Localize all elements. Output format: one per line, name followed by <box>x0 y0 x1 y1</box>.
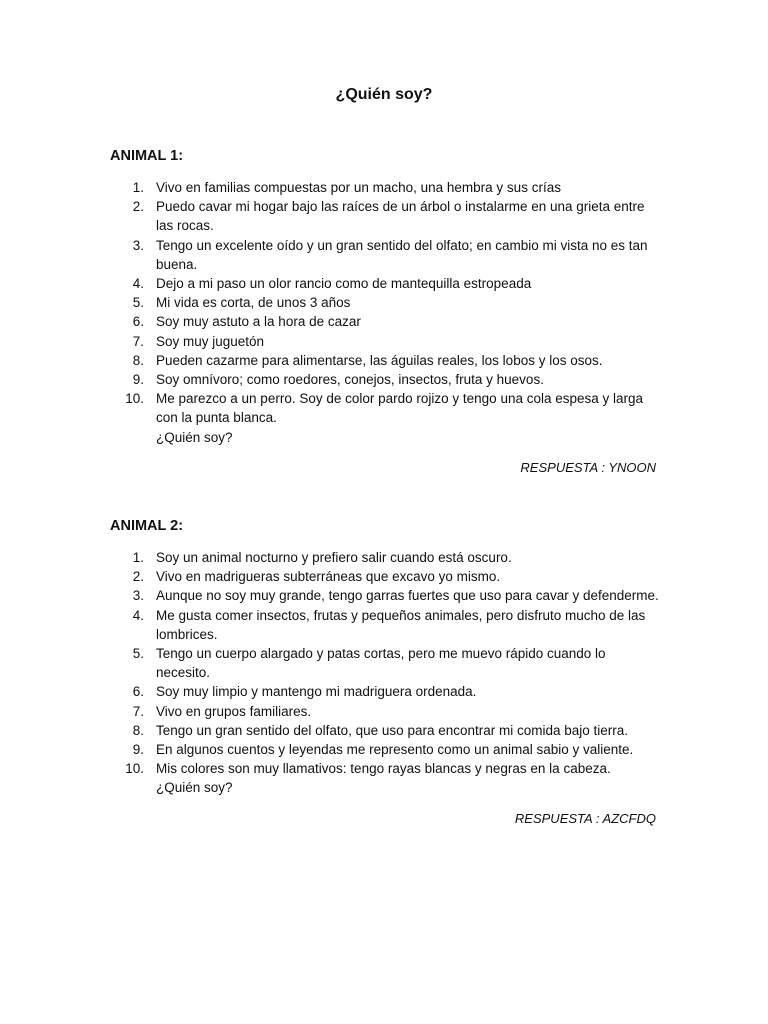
clue-number: 1. <box>132 550 144 565</box>
animal-1-heading: ANIMAL 1: <box>110 148 184 164</box>
animal-1-clue-list <box>110 178 660 428</box>
answer-text: RESPUESTA : AZCFDQ <box>514 810 656 826</box>
animal-2-heading: ANIMAL 2: <box>110 518 184 534</box>
clue-item <box>110 721 660 740</box>
clue-number: 1. <box>132 180 144 195</box>
clue-number: 7. <box>132 703 144 719</box>
clue-number: 5. <box>132 646 144 662</box>
clue-text: Pueden cazarme para alimentarse, las águilas reales, los lobos y los osos. <box>156 352 603 368</box>
clue-item <box>110 606 660 644</box>
clue-item <box>110 293 660 312</box>
answer-text: RESPUESTA : YNOON <box>520 459 656 475</box>
clue-text: Dejo a mi paso un olor rancio como de mantequilla estropeada <box>156 276 532 292</box>
clue-text: Mis colores son muy llamativos: tengo rayas blancas y negras en la cabeza. <box>156 761 611 777</box>
clue-item <box>110 389 660 427</box>
clue-number: 5. <box>132 295 144 311</box>
clue-text: En algunos cuentos y leyendas me represento como un animal sabio y valiente. <box>156 742 634 758</box>
clue-text: Me parezco a un perro. Soy de color pardo rojizo y tengo una cola espesa y larga con la punta blanca. <box>156 391 644 426</box>
clue-text: Soy omnívoro; como roedores, conejos, insectos, fruta y huevos. <box>156 372 544 388</box>
clue-item <box>110 351 660 370</box>
clue-text: Vivo en familias compuestas por un macho, una hembra y sus crías <box>156 180 561 195</box>
clue-number: 10. <box>125 761 144 777</box>
clue-item <box>110 644 660 682</box>
clue-item <box>110 548 660 567</box>
clue-text: Vivo en grupos familiares. <box>156 703 312 719</box>
clue-item <box>110 178 660 197</box>
clue-item <box>110 740 660 759</box>
clue-number: 4. <box>132 607 144 623</box>
clue-number: 4. <box>132 276 144 292</box>
animal-1-section <box>110 146 660 477</box>
clue-item <box>110 236 660 274</box>
clue-text: Aunque no soy muy grande, tengo garras fuertes que uso para cavar y defenderme. <box>156 588 659 604</box>
clue-text: Soy muy juguetón <box>156 333 265 349</box>
clue-text: Tengo un gran sentido del olfato, que uso para encontrar mi comida bajo tierra. <box>156 722 629 738</box>
clue-item <box>110 370 660 389</box>
clue-number: 9. <box>132 742 144 758</box>
clue-number: 10. <box>125 391 144 407</box>
clue-number: 7. <box>132 333 144 349</box>
clue-item <box>110 312 660 331</box>
clue-text: Me gusta comer insectos, frutas y pequeños animales, pero disfruto mucho de las lombrices. <box>156 607 646 642</box>
clue-number: 3. <box>132 588 144 604</box>
animal-2-section <box>110 516 660 828</box>
clue-number: 2. <box>132 199 144 215</box>
animal-2-clue-list <box>110 548 660 778</box>
clue-text: Vivo en madrigueras subterráneas que excavo yo mismo. <box>156 569 501 585</box>
clue-item <box>110 702 660 721</box>
clue-number: 8. <box>132 352 144 368</box>
clue-item <box>110 682 660 701</box>
clue-text: Tengo un cuerpo alargado y patas cortas, pero me muevo rápido cuando lo necesito. <box>156 646 606 681</box>
clue-text: Soy un animal nocturno y prefiero salir cuando está oscuro. <box>156 550 512 565</box>
clue-text: Tengo un excelente oído y un gran sentido del olfato; en cambio mi vista no es tan buena. <box>156 237 648 272</box>
clue-text: Soy muy astuto a la hora de cazar <box>156 314 361 330</box>
question-text: ¿Quién soy? <box>156 780 233 796</box>
clue-item <box>110 586 660 605</box>
clue-text: Soy muy limpio y mantengo mi madriguera ordenada. <box>156 684 477 700</box>
clue-text: Mi vida es corta, de unos 3 años <box>156 295 351 311</box>
clue-number: 8. <box>132 722 144 738</box>
clue-number: 3. <box>132 237 144 253</box>
clue-item <box>110 332 660 351</box>
clue-number: 6. <box>132 684 144 700</box>
clue-number: 6. <box>132 314 144 330</box>
clue-item <box>110 274 660 293</box>
clue-number: 2. <box>132 569 144 585</box>
clue-item <box>110 567 660 586</box>
clue-number: 9. <box>132 372 144 388</box>
page-title: ¿Quién soy? <box>335 86 433 103</box>
question-text: ¿Quién soy? <box>156 429 233 445</box>
clue-item <box>110 197 660 235</box>
clue-item <box>110 759 660 778</box>
clue-text: Puedo cavar mi hogar bajo las raíces de un árbol o instalarme en una grieta entre las rocas. <box>156 199 645 234</box>
